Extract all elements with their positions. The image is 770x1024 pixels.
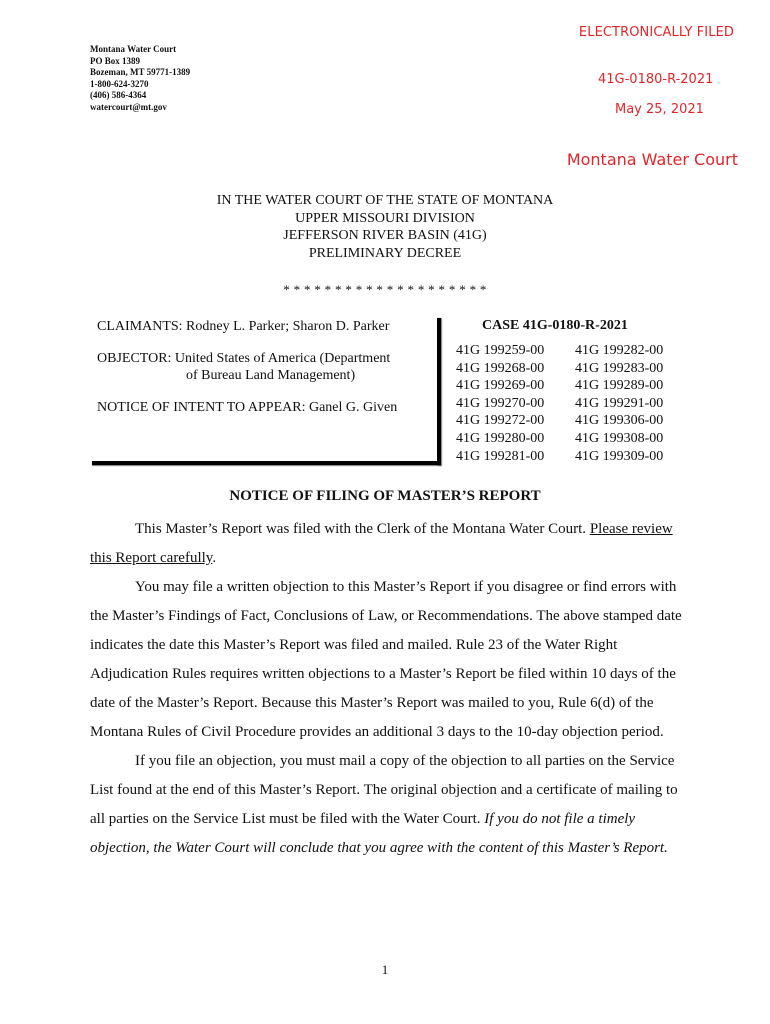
claim-number: 41G 199291-00 [575, 395, 664, 411]
case-number: CASE 41G-0180-R-2021 [482, 318, 628, 333]
claimants-line: CLAIMANTS: Rodney L. Parker; Sharon D. Parker [97, 319, 390, 334]
claim-number: 41G 199306-00 [575, 413, 664, 429]
paragraph-1 [90, 515, 690, 573]
claim-number: 41G 199282-00 [575, 343, 664, 358]
claim-number: 41G 199270-00 [456, 395, 545, 411]
caption-horizontal-rule [92, 461, 441, 465]
filing-case-number: 41G-0180-R-2021 [598, 72, 714, 87]
filing-date: May 25, 2021 [615, 102, 704, 117]
heading-line: IN THE WATER COURT OF THE STATE OF MONTANA [216, 193, 554, 208]
address-line: (406) 586-4364 [90, 90, 147, 100]
address-line: Montana Water Court [90, 44, 177, 54]
filing-court: Montana Water Court [566, 150, 738, 169]
address-email: watercourt@mt.gov [90, 101, 167, 112]
paragraph-1-end: . [212, 550, 217, 566]
claim-number: 41G 199283-00 [575, 360, 664, 376]
heading-line: UPPER MISSOURI DIVISION [295, 210, 475, 226]
notice-body [90, 515, 690, 863]
court-address-block [90, 44, 190, 113]
address-line: PO Box 1389 [90, 55, 141, 66]
paragraph-2: You may file a written objection to this Master’s Report if you disagree or find errors with the Master’s Findings of Fact, Conclusions of Law, or Recommendations. The above stamped date indicates the date this Master’s Report was filed and mailed. Rule 23 of the Water Right Adjudication Rules requires written objections to a Master’s Report be filed within 10 days of the date of the Master’s Report. Because this Master’s Report was mailed to you, Rule 6(d) of the Montana Rules of Civil Procedure provides an additional 3 days to the 10-day objection period. [90, 579, 682, 740]
paragraph-3-warning: If you do not file a timely objection, the Water Court will conclude that you agree with the content of this Master’s Report. [90, 811, 668, 856]
heading-line: JEFFERSON RIVER BASIN (41G) [283, 228, 487, 243]
notice-of-intent-line: NOTICE OF INTENT TO APPEAR: Ganel G. Given [97, 400, 398, 415]
claim-number: 41G 199309-00 [575, 448, 664, 464]
paragraph-3 [90, 747, 690, 863]
caption-parties [97, 318, 432, 431]
paragraph-3-text: If you file an objection, you must mail a copy of the objection to all parties on the Service List found at the end of this Master’s Report. The original objection and a certificate of mailing to all parties on the Service List must be filed with the Water Court. [90, 753, 678, 827]
objector-block [97, 350, 432, 384]
court-heading [0, 192, 770, 262]
address-line: Bozeman, MT 59771-1389 [90, 67, 191, 77]
claim-number: 41G 199308-00 [575, 430, 664, 446]
claims-column-1 [456, 342, 544, 465]
caption-vertical-rule [437, 318, 441, 466]
objector-line: OBJECTOR: United States of America (Department [97, 351, 391, 366]
claim-number: 41G 199280-00 [456, 430, 545, 446]
notice-title: NOTICE OF FILING OF MASTER’S REPORT [229, 488, 541, 504]
paragraph-1-text: This Master’s Report was filed with the Clerk of the Montana Water Court. [135, 521, 590, 537]
claim-number: 41G 199289-00 [575, 378, 664, 394]
claim-number: 41G 199259-00 [456, 343, 545, 358]
star-divider: * * * * * * * * * * * * * * * * * * * * [283, 282, 487, 297]
claims-column-2 [575, 342, 663, 465]
heading-line: PRELIMINARY DECREE [308, 245, 462, 261]
claim-number: 41G 199281-00 [456, 448, 545, 464]
page-number: 1 [381, 962, 389, 977]
claim-number: 41G 199272-00 [456, 413, 545, 429]
review-instruction: Please review this Report carefully [90, 521, 673, 566]
objector-line-cont: of Bureau Land Management) [186, 368, 356, 383]
filing-status: ELECTRONICALLY FILED [578, 25, 734, 40]
address-line: 1-800-624-3270 [90, 78, 149, 89]
claim-number: 41G 199268-00 [456, 360, 545, 376]
claim-number: 41G 199269-00 [456, 378, 545, 394]
